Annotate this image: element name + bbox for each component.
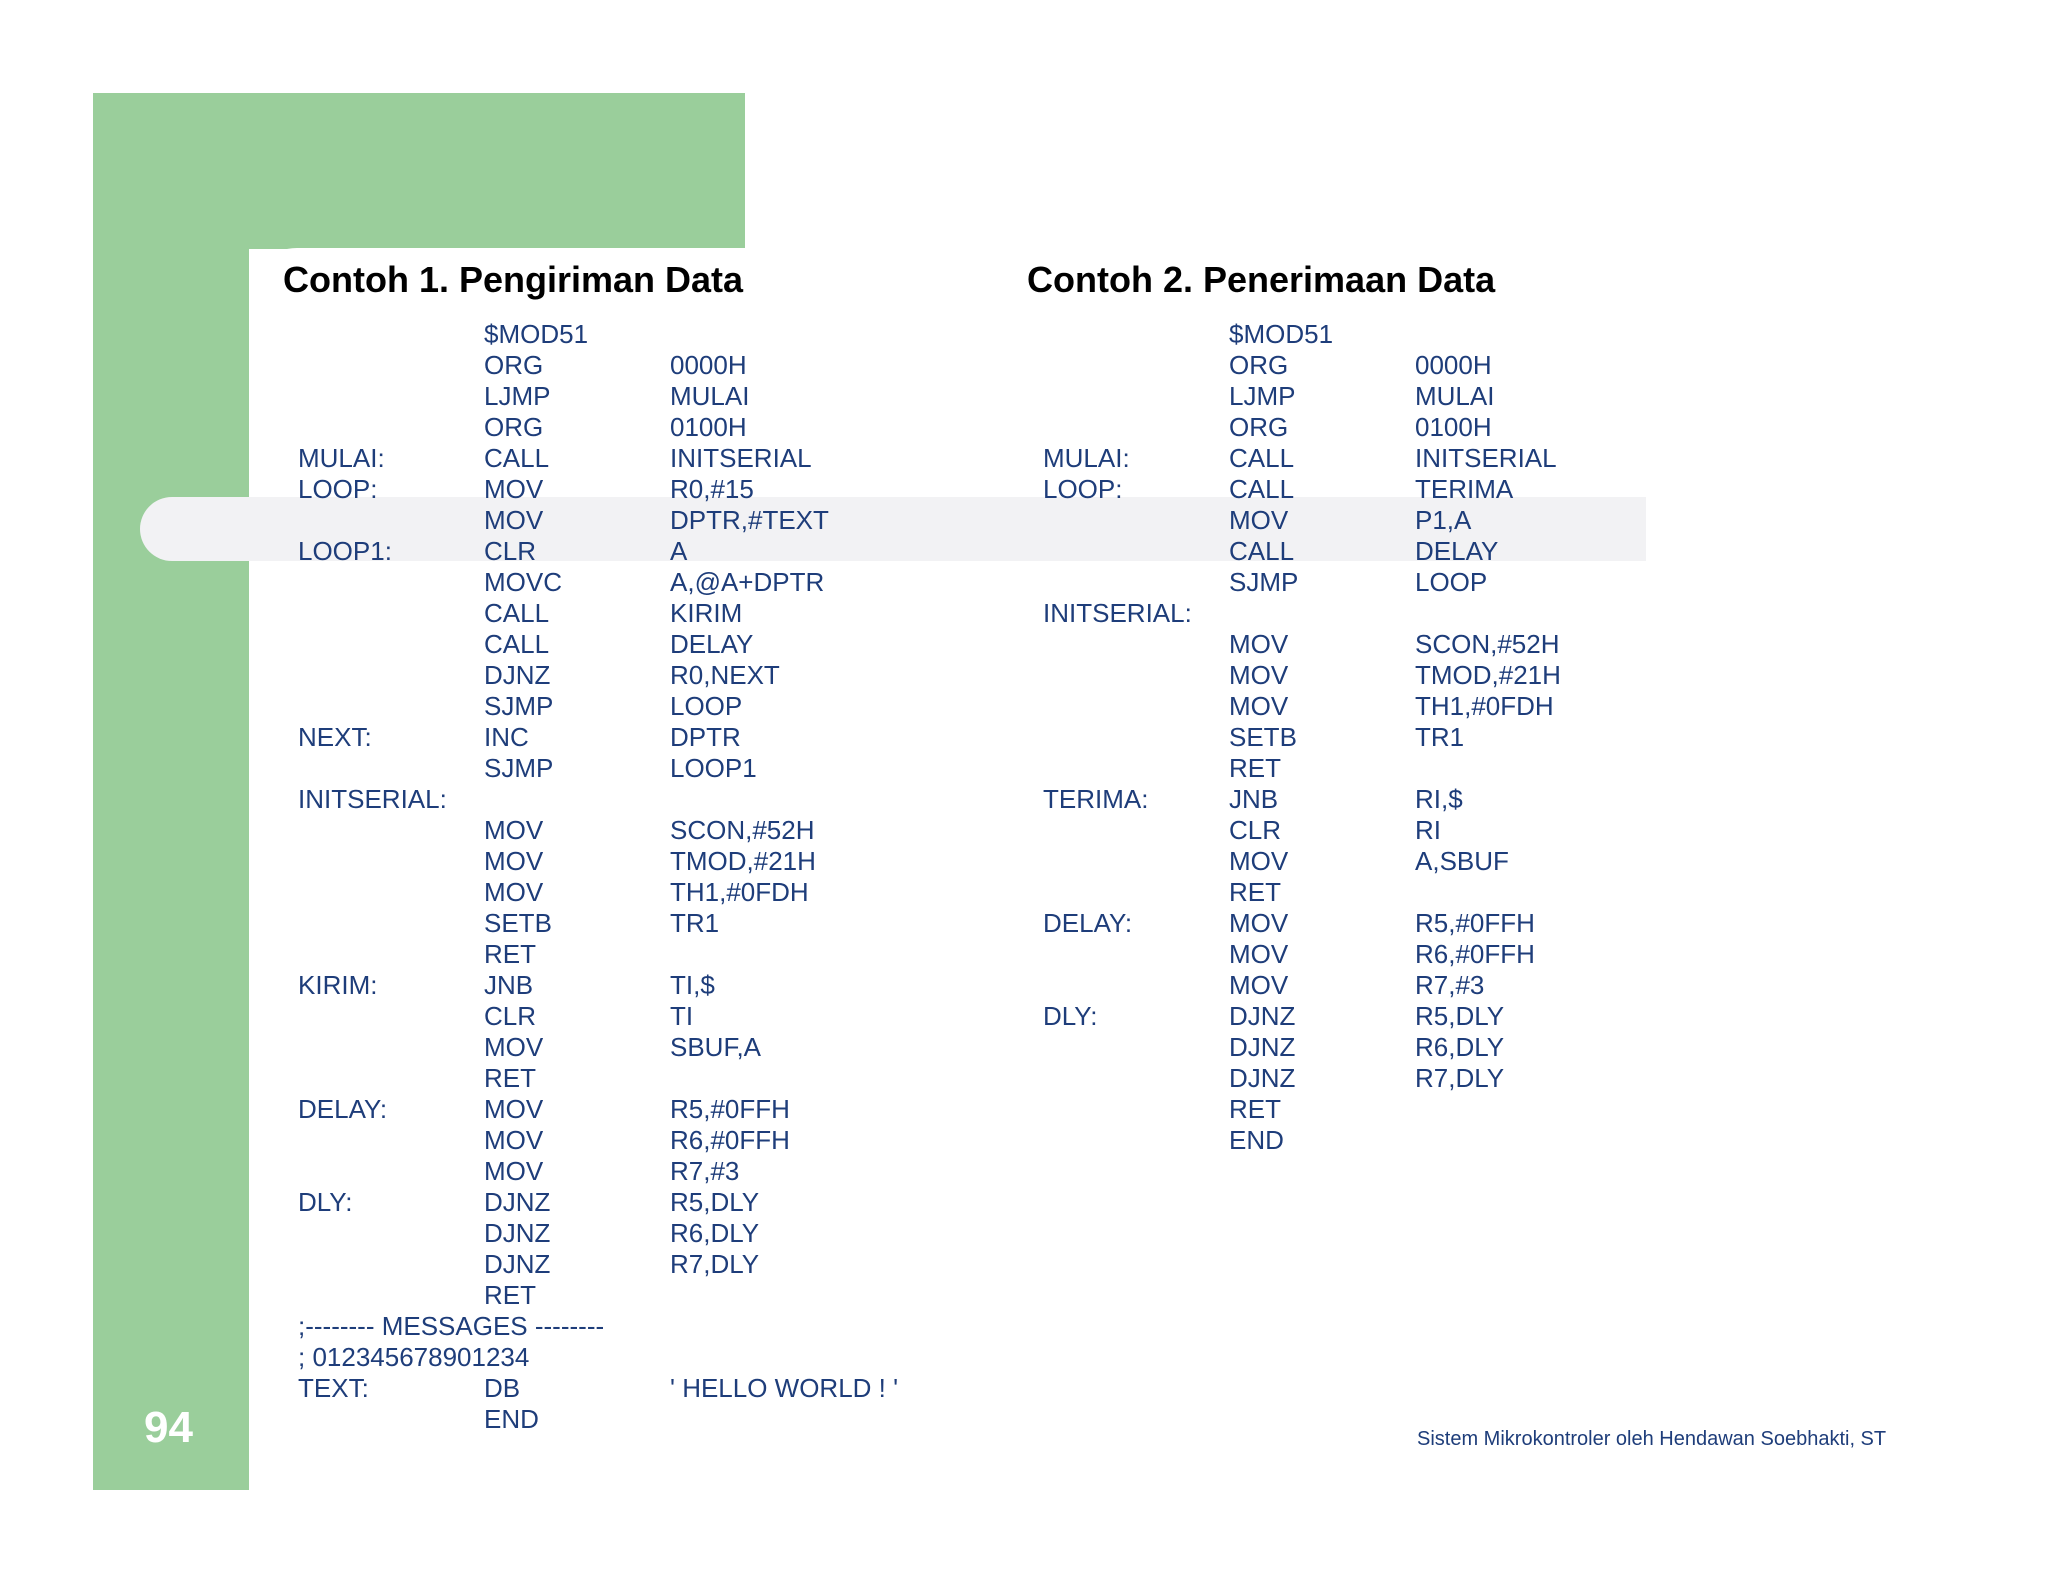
code-operand: ' HELLO WORLD ! '	[670, 1373, 899, 1403]
code-mnemonic: RET	[1229, 753, 1281, 783]
code-line	[1043, 1032, 1643, 1063]
code-line	[298, 1404, 998, 1435]
code-operand: R7,#3	[1415, 970, 1485, 1000]
code-operand: R0,NEXT	[670, 660, 780, 690]
code-mnemonic: DB	[484, 1373, 521, 1403]
code-line	[298, 660, 998, 691]
code-mnemonic: DJNZ	[484, 1187, 551, 1217]
code-line	[298, 629, 998, 660]
code-label: MULAI:	[298, 443, 385, 473]
code-mnemonic: JNB	[1229, 784, 1279, 814]
code-mnemonic: RET	[1229, 1094, 1281, 1124]
code-line	[298, 939, 998, 970]
code-operand: TH1,#0FDH	[1415, 691, 1554, 721]
code-mnemonic: RET	[484, 1280, 536, 1310]
code-line	[1043, 381, 1643, 412]
code-mnemonic: DJNZ	[484, 1249, 551, 1279]
code-label: DELAY:	[1043, 908, 1133, 938]
code-operand: SCON,#52H	[1415, 629, 1560, 659]
code-mnemonic: DJNZ	[1229, 1001, 1296, 1031]
code-mnemonic: ORG	[1229, 412, 1289, 442]
code-operand: R7,DLY	[1415, 1063, 1505, 1093]
code-line	[298, 1342, 998, 1373]
code-mnemonic: SJMP	[484, 753, 554, 783]
code-line	[1043, 505, 1643, 536]
code-mnemonic: ORG	[484, 350, 544, 380]
code-mnemonic: RET	[484, 939, 536, 969]
code-mnemonic: CALL	[1229, 536, 1295, 566]
code-operand: LOOP	[1415, 567, 1488, 597]
code-line	[1043, 350, 1643, 381]
code-operand: R6,#0FFH	[1415, 939, 1535, 969]
code-mnemonic: CALL	[1229, 443, 1295, 473]
code-label: MULAI:	[1043, 443, 1130, 473]
code-operand: INITSERIAL	[670, 443, 812, 473]
code-operand: RI	[1415, 815, 1441, 845]
code-operand: 0000H	[1415, 350, 1492, 380]
code-operand: A,@A+DPTR	[670, 567, 825, 597]
code-operand: 0100H	[670, 412, 747, 442]
code-label: ;-------- MESSAGES --------	[298, 1311, 605, 1341]
code-line	[298, 474, 998, 505]
code-line	[1043, 1125, 1643, 1156]
code-mnemonic: SJMP	[484, 691, 554, 721]
code-operand: TR1	[670, 908, 720, 938]
code-line	[298, 381, 998, 412]
code-mnemonic: ORG	[484, 412, 544, 442]
code-mnemonic: MOV	[1229, 939, 1289, 969]
code-line	[298, 753, 998, 784]
code-label: LOOP:	[1043, 474, 1123, 504]
code-operand: R6,DLY	[670, 1218, 760, 1248]
code-line	[1043, 753, 1643, 784]
code-operand: TR1	[1415, 722, 1465, 752]
code-operand: R0,#15	[670, 474, 754, 504]
code-operand: LOOP1	[670, 753, 757, 783]
code-line	[1043, 1063, 1643, 1094]
code-line	[1043, 877, 1643, 908]
code-mnemonic: MOV	[484, 1125, 544, 1155]
code-operand: LOOP	[670, 691, 743, 721]
code-mnemonic: CALL	[1229, 474, 1295, 504]
code-operand: R5,#0FFH	[670, 1094, 790, 1124]
code-operand: TMOD,#21H	[1415, 660, 1561, 690]
code-operand: R7,#3	[670, 1156, 740, 1186]
code-line	[298, 412, 998, 443]
code-mnemonic: MOV	[484, 846, 544, 876]
code-mnemonic: JNB	[484, 970, 534, 1000]
code-line	[298, 1125, 998, 1156]
code-mnemonic: MOV	[1229, 908, 1289, 938]
code-line	[298, 1249, 998, 1280]
code-mnemonic: CALL	[484, 598, 550, 628]
code-operand: TERIMA	[1415, 474, 1514, 504]
green-header-block	[93, 93, 745, 249]
code-operand: A	[670, 536, 688, 566]
code-mnemonic: INC	[484, 722, 529, 752]
code-operand: INITSERIAL	[1415, 443, 1557, 473]
code-mnemonic: MOV	[484, 1094, 544, 1124]
code-line	[1043, 567, 1643, 598]
code-operand: KIRIM	[670, 598, 743, 628]
code-mnemonic: END	[484, 1404, 539, 1434]
code-line	[298, 877, 998, 908]
example2-code-listing	[1043, 319, 1643, 1156]
example1-code-listing	[298, 319, 998, 1435]
code-line	[298, 1156, 998, 1187]
code-line	[1043, 691, 1643, 722]
code-line	[1043, 474, 1643, 505]
code-operand: R5,DLY	[670, 1187, 760, 1217]
code-operand: R5,DLY	[1415, 1001, 1505, 1031]
footer-credit: Sistem Mikrokontroler oleh Hendawan Soebhakti, ST	[1417, 1428, 1887, 1450]
code-operand: TI	[670, 1001, 694, 1031]
code-operand: TH1,#0FDH	[670, 877, 809, 907]
code-mnemonic: MOV	[484, 474, 544, 504]
code-operand: 0100H	[1415, 412, 1492, 442]
code-operand: SCON,#52H	[670, 815, 815, 845]
code-line	[1043, 815, 1643, 846]
code-mnemonic: MOVC	[484, 567, 562, 597]
code-mnemonic: RET	[484, 1063, 536, 1093]
example2-title: Contoh 2. Penerimaan Data	[1027, 259, 1496, 300]
code-line	[1043, 1094, 1643, 1125]
code-label: KIRIM:	[298, 970, 378, 1000]
code-line	[298, 722, 998, 753]
code-line	[1043, 970, 1643, 1001]
code-label: DELAY:	[298, 1094, 388, 1124]
code-mnemonic: DJNZ	[1229, 1063, 1296, 1093]
code-label: LOOP1:	[298, 536, 392, 566]
code-line	[298, 908, 998, 939]
code-line	[298, 1311, 998, 1342]
code-line	[1043, 784, 1643, 815]
code-mnemonic: MOV	[1229, 846, 1289, 876]
code-mnemonic: END	[1229, 1125, 1284, 1155]
code-label: INITSERIAL:	[298, 784, 447, 814]
code-line	[1043, 660, 1643, 691]
code-line	[298, 1063, 998, 1094]
example1-title: Contoh 1. Pengiriman Data	[283, 259, 744, 300]
code-line	[298, 567, 998, 598]
code-mnemonic: $MOD51	[484, 319, 589, 349]
code-line	[298, 1001, 998, 1032]
code-mnemonic: DJNZ	[484, 1218, 551, 1248]
code-line	[1043, 443, 1643, 474]
code-mnemonic: CALL	[484, 443, 550, 473]
code-line	[298, 784, 998, 815]
code-mnemonic: RET	[1229, 877, 1281, 907]
code-line	[298, 536, 998, 567]
code-line	[298, 1280, 998, 1311]
code-line	[298, 350, 998, 381]
code-mnemonic: MOV	[1229, 629, 1289, 659]
code-line	[1043, 939, 1643, 970]
code-label: INITSERIAL:	[1043, 598, 1192, 628]
green-sidebar	[93, 93, 249, 1490]
code-operand: DELAY	[1415, 536, 1499, 566]
code-line	[1043, 846, 1643, 877]
code-line	[298, 1094, 998, 1125]
code-line	[298, 1373, 998, 1404]
code-line	[298, 846, 998, 877]
code-line	[1043, 629, 1643, 660]
code-line	[1043, 598, 1643, 629]
code-mnemonic: CLR	[1229, 815, 1282, 845]
code-line	[298, 970, 998, 1001]
code-mnemonic: MOV	[484, 877, 544, 907]
code-line	[1043, 412, 1643, 443]
code-operand: R6,#0FFH	[670, 1125, 790, 1155]
code-mnemonic: MOV	[1229, 691, 1289, 721]
code-mnemonic: MOV	[484, 815, 544, 845]
code-label: DLY:	[1043, 1001, 1098, 1031]
code-operand: R6,DLY	[1415, 1032, 1505, 1062]
code-mnemonic: CALL	[484, 629, 550, 659]
code-label: TEXT:	[298, 1373, 369, 1403]
code-label: TERIMA:	[1043, 784, 1149, 814]
code-line	[1043, 1001, 1643, 1032]
code-mnemonic: MOV	[1229, 660, 1289, 690]
code-mnemonic: DJNZ	[1229, 1032, 1296, 1062]
code-operand: MULAI	[1415, 381, 1495, 411]
code-line	[1043, 722, 1643, 753]
page-number: 94	[144, 1403, 193, 1452]
code-line	[298, 1218, 998, 1249]
code-mnemonic: MOV	[484, 1156, 544, 1186]
code-operand: P1,A	[1415, 505, 1472, 535]
code-line	[298, 691, 998, 722]
code-line	[298, 598, 998, 629]
code-line	[1043, 319, 1643, 350]
code-operand: 0000H	[670, 350, 747, 380]
code-mnemonic: $MOD51	[1229, 319, 1334, 349]
code-mnemonic: SETB	[484, 908, 552, 938]
code-line	[298, 505, 998, 536]
code-line	[298, 1032, 998, 1063]
code-line	[298, 319, 998, 350]
code-operand: R5,#0FFH	[1415, 908, 1535, 938]
code-line	[298, 443, 998, 474]
code-line	[1043, 908, 1643, 939]
code-operand: MULAI	[670, 381, 750, 411]
code-operand: SBUF,A	[670, 1032, 762, 1062]
code-mnemonic: LJMP	[484, 381, 551, 411]
code-label: DLY:	[298, 1187, 353, 1217]
code-operand: DELAY	[670, 629, 754, 659]
code-operand: DPTR,#TEXT	[670, 505, 829, 535]
code-mnemonic: CLR	[484, 536, 537, 566]
code-operand: DPTR	[670, 722, 741, 752]
code-mnemonic: MOV	[484, 1032, 544, 1062]
code-mnemonic: LJMP	[1229, 381, 1296, 411]
code-mnemonic: MOV	[484, 505, 544, 535]
code-mnemonic: SJMP	[1229, 567, 1299, 597]
code-operand: TI,$	[670, 970, 715, 1000]
code-line	[298, 815, 998, 846]
code-mnemonic: MOV	[1229, 505, 1289, 535]
code-label: ; 012345678901234	[298, 1342, 530, 1372]
code-line	[298, 1187, 998, 1218]
code-line	[1043, 536, 1643, 567]
code-mnemonic: MOV	[1229, 970, 1289, 1000]
code-operand: RI,$	[1415, 784, 1463, 814]
code-mnemonic: DJNZ	[484, 660, 551, 690]
code-operand: A,SBUF	[1415, 846, 1509, 876]
code-label: NEXT:	[298, 722, 372, 752]
code-label: LOOP:	[298, 474, 378, 504]
code-mnemonic: CLR	[484, 1001, 537, 1031]
code-mnemonic: SETB	[1229, 722, 1297, 752]
code-operand: TMOD,#21H	[670, 846, 816, 876]
code-operand: R7,DLY	[670, 1249, 760, 1279]
code-mnemonic: ORG	[1229, 350, 1289, 380]
